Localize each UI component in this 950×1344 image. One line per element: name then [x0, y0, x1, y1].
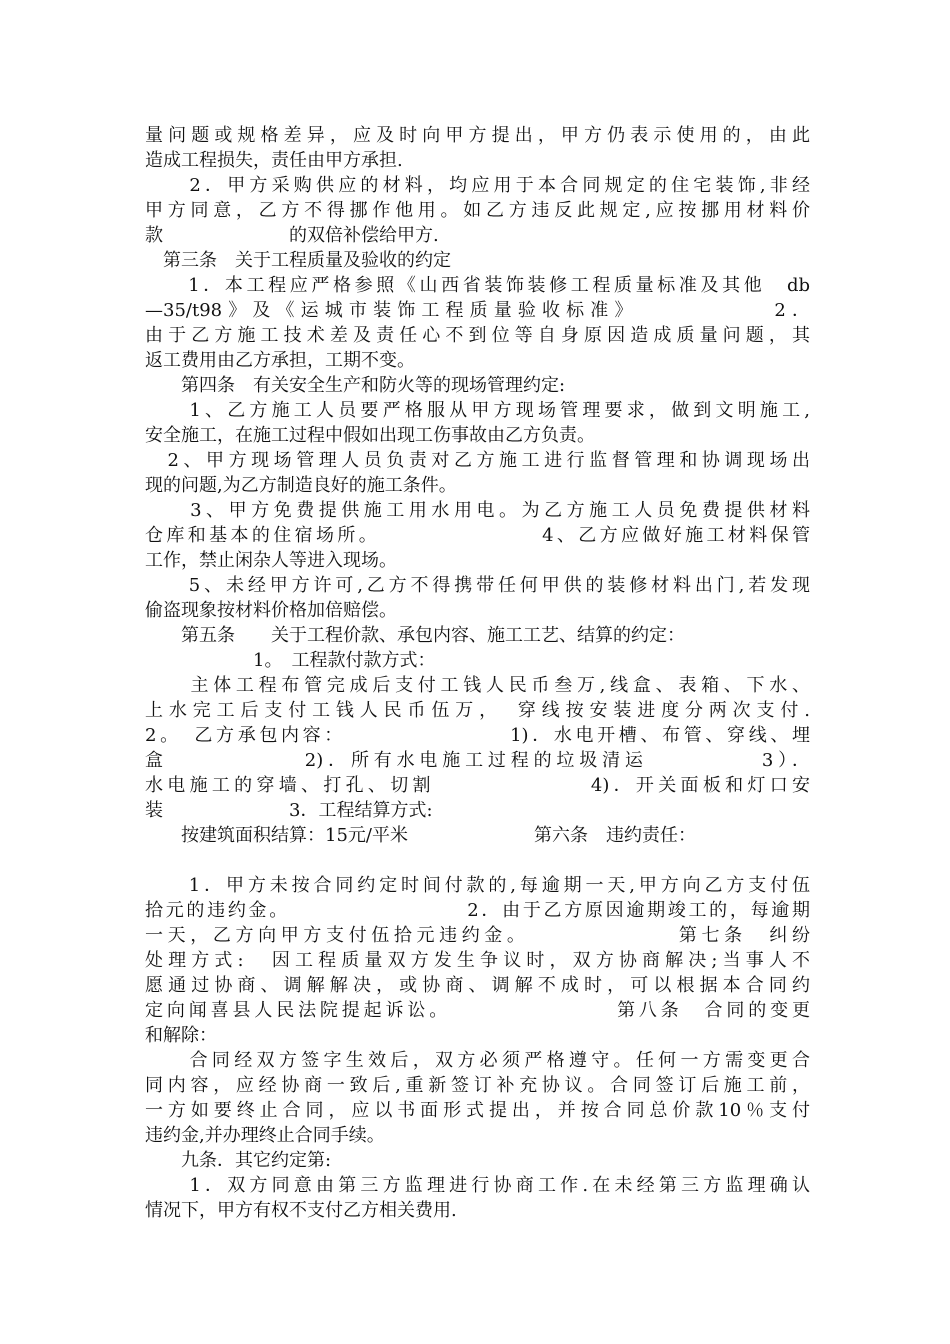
text-line: —35/t98》及《运城市装饰工程质量验收标准》 2． [145, 300, 810, 321]
text-line: 盒 2)．所有水电施工过程的垃圾清运 3）． [145, 750, 810, 771]
text-line: 水电施工的穿墙、打孔、切割 4)．开关面板和灯口安 [145, 775, 810, 796]
text-line: 上水完工后支付工钱人民币伍万， 穿线按安装进度分两次支付. [145, 700, 810, 721]
text-line: 情况下，甲方有权不支付乙方相关费用. [145, 1200, 457, 1221]
text-line: 仓库和基本的住宿场所。 4、乙方应做好施工材料保管 [145, 525, 810, 546]
text-line: 1、乙方施工人员要严格服从甲方现场管理要求，做到文明施工, [145, 400, 810, 421]
text-line: 第五条 关于工程价款、承包内容、施工工艺、结算的约定： [145, 625, 685, 646]
text-line: 1。 工程款付款方式： [145, 650, 436, 671]
text-line: 偷盗现象按材料价格加倍赔偿。 [145, 600, 397, 621]
contract-text-body [145, 123, 810, 1223]
text-line: 由于乙方施工技术差及责任心不到位等自身原因造成质量问题，其 [145, 325, 810, 346]
text-line: 量问题或规格差异，应及时向甲方提出，甲方仍表示使用的，由此 [145, 125, 810, 146]
text-line: 2。 乙方承包内容： 1)．水电开槽、布管、穿线、埋 [145, 725, 810, 746]
text-line: 装 3．工程结算方式: [145, 800, 433, 821]
text-line: 违约金,并办理终止合同手续。 [145, 1125, 385, 1146]
text-line: 造成工程损失，责任由甲方承担. [145, 150, 403, 171]
text-line: 工作，禁止闲杂人等进入现场。 [145, 550, 397, 571]
text-line: 3、甲方免费提供施工用水用电。为乙方施工人员免费提供材料 [145, 500, 810, 521]
text-line: 一方如要终止合同，应以书面形式提出，并按合同总价款10％支付 [145, 1100, 810, 1121]
text-line: 款 的双倍补偿给甲方. [145, 225, 439, 246]
text-line: 按建筑面积结算：15元/平米 第六条 违约责任： [145, 825, 696, 846]
text-line: 1．本工程应严格参照《山西省装饰装修工程质量标准及其他 db [145, 275, 810, 296]
text-line: 定向闻喜县人民法院提起诉讼。 第八条 合同的变更 [145, 1000, 810, 1021]
text-line: 安全施工，在施工过程中假如出现工伤事故由乙方负责。 [145, 425, 595, 446]
text-line: 主体工程布管完成后支付工钱人民币叁万,线盒、表箱、下水、 [145, 675, 810, 696]
text-line: 一天，乙方向甲方支付伍拾元违约金。 第七条 纠纷 [145, 925, 810, 946]
text-line: 九条．其它约定第: [145, 1150, 332, 1171]
text-line: 和解除： [145, 1025, 217, 1046]
text-line: 甲方同意，乙方不得挪作他用。如乙方违反此规定,应按挪用材料价 [145, 200, 810, 221]
text-line: 愿通过协商、调解解决，或协商、调解不成时，可以根据本合同约 [145, 975, 810, 996]
text-line: 第三条 关于工程质量及验收的约定 [145, 250, 451, 271]
text-line: 1．甲方未按合同约定时间付款的,每逾期一天,甲方向乙方支付伍 [145, 875, 810, 896]
text-line: 返工费用由乙方承担，工期不变。 [145, 350, 415, 371]
text-line: 第四条 有关安全生产和防火等的现场管理约定: [145, 375, 566, 396]
text-line: 2．甲方采购供应的材料，均应用于本合同规定的住宅装饰,非经 [145, 175, 810, 196]
text-line: 2、甲方现场管理人员负责对乙方施工进行监督管理和协调现场出 [145, 450, 810, 471]
text-line: 1．双方同意由第三方监理进行协商工作.在未经第三方监理确认 [145, 1175, 810, 1196]
text-line: 处理方式: 因工程质量双方发生争议时，双方协商解决;当事人不 [145, 950, 810, 971]
blank-line [145, 848, 810, 873]
text-line: 合同经双方签字生效后，双方必须严格遵守。任何一方需变更合 [145, 1050, 810, 1071]
text-line: 现的问题,为乙方制造良好的施工条件。 [145, 475, 457, 496]
text-line: 同内容，应经协商一致后,重新签订补充协议。合同签订后施工前， [145, 1075, 810, 1096]
text-line: 5、未经甲方许可,乙方不得携带任何甲供的装修材料出门,若发现 [145, 575, 810, 596]
text-line: 拾元的违约金。 2．由于乙方原因逾期竣工的，每逾期 [145, 900, 810, 921]
